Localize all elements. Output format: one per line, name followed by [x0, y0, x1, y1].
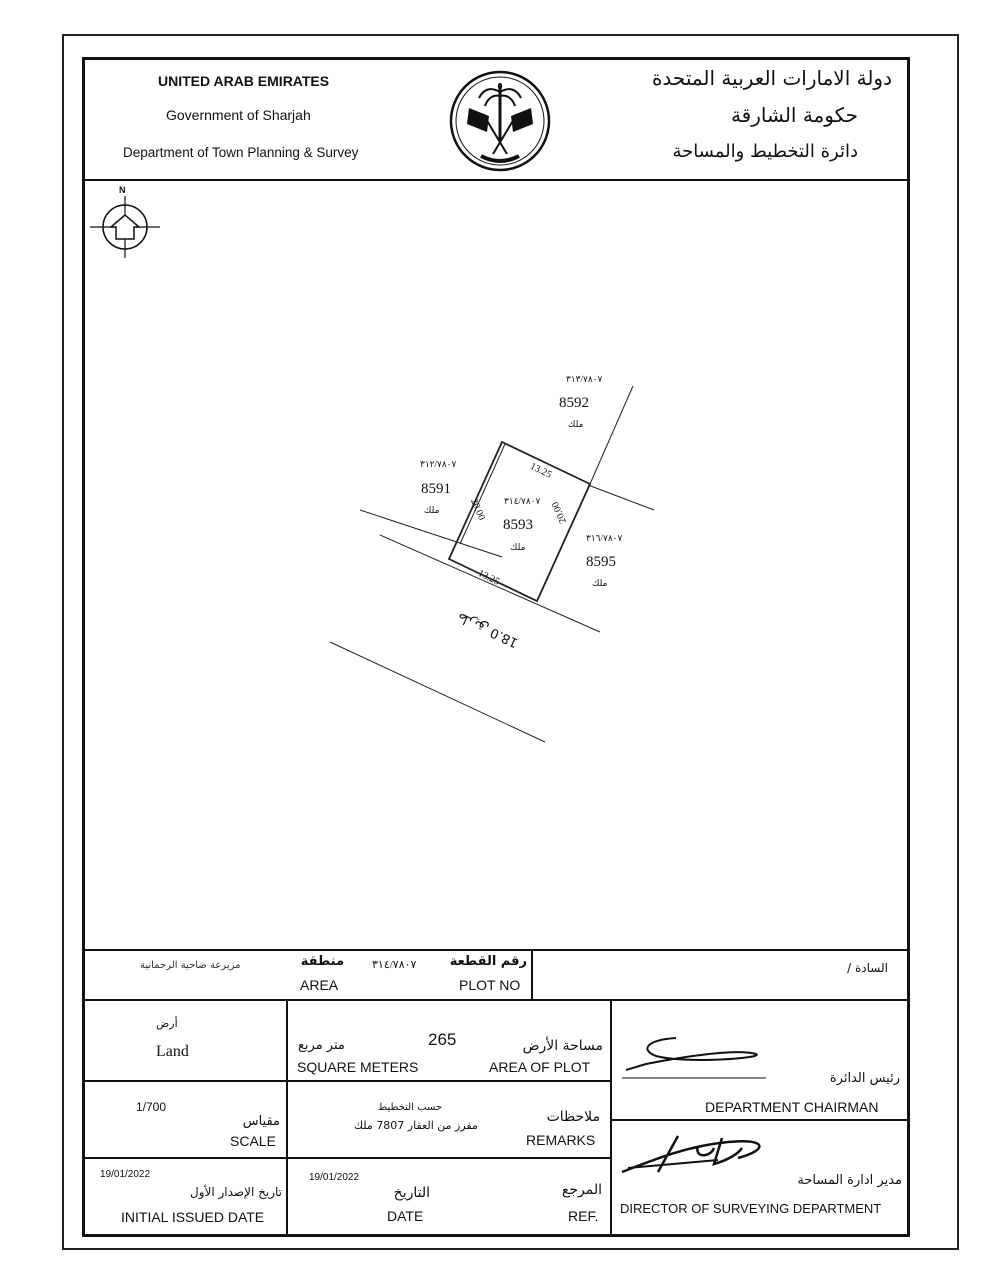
- remarks-label-ar: ملاحظات: [546, 1109, 600, 1125]
- unit-en: SQUARE METERS: [297, 1059, 419, 1075]
- recipient-label: السادة /: [847, 961, 888, 975]
- plot-west-number: 8591: [421, 481, 451, 497]
- plot-east-number: 8595: [586, 554, 616, 570]
- plot-west-ref: ٣١٢/٧٨٠٧: [420, 459, 457, 469]
- land-type-ar: أرض: [156, 1017, 178, 1030]
- header-ar-department: دائرة التخطيط والمساحة: [672, 141, 858, 162]
- plot-east-boundary: [588, 485, 654, 510]
- plot-no-value: ٣١٤/٧٨٠٧: [372, 959, 417, 971]
- remarks-line2: مفرز من العقار 7807 ملك: [354, 1119, 478, 1132]
- table-row2-border: [82, 1080, 612, 1082]
- header-en-country: UNITED ARAB EMIRATES: [158, 73, 330, 89]
- dim-right: 20.00: [549, 499, 570, 525]
- director-title-en: DIRECTOR OF SURVEYING DEPARTMENT: [620, 1201, 882, 1216]
- right-column-divider: [610, 1001, 612, 1235]
- initial-date-label-ar: تاريخ الإصدار الأول: [190, 1185, 282, 1199]
- scale-value: 1/700: [136, 1100, 167, 1114]
- plot-east-ref: ٣١٦/٧٨٠٧: [586, 533, 623, 543]
- plot-north-number: 8592: [559, 395, 589, 411]
- plot-main-ref: ٣١٤/٧٨٠٧: [504, 496, 541, 506]
- area-of-plot-en: AREA OF PLOT: [489, 1059, 591, 1075]
- plot-no-label-ar: رقم القطعة: [449, 954, 527, 969]
- north-arrow-icon: [90, 196, 160, 258]
- table-row1-border: [82, 999, 910, 1001]
- plot-north-boundary-left: [460, 444, 505, 544]
- plot-main-owner: ملك: [510, 543, 526, 553]
- plot-east-owner: ملك: [592, 579, 608, 589]
- sharjah-emblem-icon: [447, 68, 553, 174]
- dim-left: 20.00: [467, 497, 488, 523]
- initial-date-value: 19/01/2022: [100, 1169, 151, 1180]
- scale-label-en: SCALE: [230, 1133, 276, 1149]
- date-label-ar: التاريخ: [393, 1185, 430, 1201]
- remarks-line1: حسب التخطيط: [378, 1102, 443, 1113]
- plot-map: [300, 360, 680, 760]
- chairman-title-ar: رئيس الدائرة: [829, 1071, 900, 1086]
- remarks-label-en: REMARKS: [526, 1132, 596, 1148]
- unit-ar: متر مربع: [298, 1038, 345, 1053]
- plot-west-owner: ملك: [424, 506, 440, 516]
- left-column-divider: [286, 1001, 288, 1235]
- scale-label-ar: مقياس: [242, 1114, 280, 1129]
- plot-north-ref: ٣١٣/٧٨٠٧: [566, 374, 603, 384]
- plot-no-label-en: PLOT NO: [459, 977, 521, 993]
- table-top-border: [82, 949, 910, 951]
- area-label-en: AREA: [300, 977, 339, 993]
- plot-north-boundary-right: [590, 386, 633, 484]
- area-number: 265: [428, 1030, 457, 1049]
- dim-bottom: 13.25: [476, 568, 502, 588]
- plot-main-number: 8593: [503, 517, 533, 533]
- initial-date-label-en: INITIAL ISSUED DATE: [121, 1209, 265, 1225]
- header-ar-government: حكومة الشارقة: [730, 103, 858, 127]
- row1-divider: [531, 951, 533, 999]
- header-divider: [82, 179, 910, 181]
- plot-north-owner: ملك: [568, 420, 584, 430]
- area-value: مزيرعة ضاحية الرحمانية: [140, 960, 241, 971]
- ref-label-en: REF.: [568, 1208, 599, 1224]
- header-en-department: Department of Town Planning & Survey: [123, 145, 359, 160]
- ref-label-ar: المرجع: [561, 1182, 602, 1198]
- area-label-ar: منطقة: [300, 954, 344, 969]
- north-label: N: [119, 185, 126, 195]
- road-edge-bottom: [330, 642, 545, 742]
- area-of-plot-ar: مساحة الأرض: [522, 1038, 603, 1054]
- road-label: طريق 18.0: [455, 608, 521, 651]
- date-label-en: DATE: [387, 1208, 424, 1224]
- director-signature: [618, 1128, 778, 1178]
- chairman-title-en: DEPARTMENT CHAIRMAN: [705, 1099, 879, 1115]
- date-value: 19/01/2022: [309, 1172, 360, 1183]
- land-type-en: Land: [156, 1043, 189, 1060]
- table-row3-border: [82, 1157, 612, 1159]
- chairman-signature: [616, 1030, 776, 1086]
- dim-top: 13.25: [528, 461, 554, 481]
- header-ar-country: دولة الامارات العربية المتحدة: [651, 66, 892, 90]
- signature-divider: [612, 1119, 910, 1121]
- header-en-government: Government of Sharjah: [166, 107, 311, 123]
- director-title-ar: مدير ادارة المساحة: [797, 1173, 902, 1188]
